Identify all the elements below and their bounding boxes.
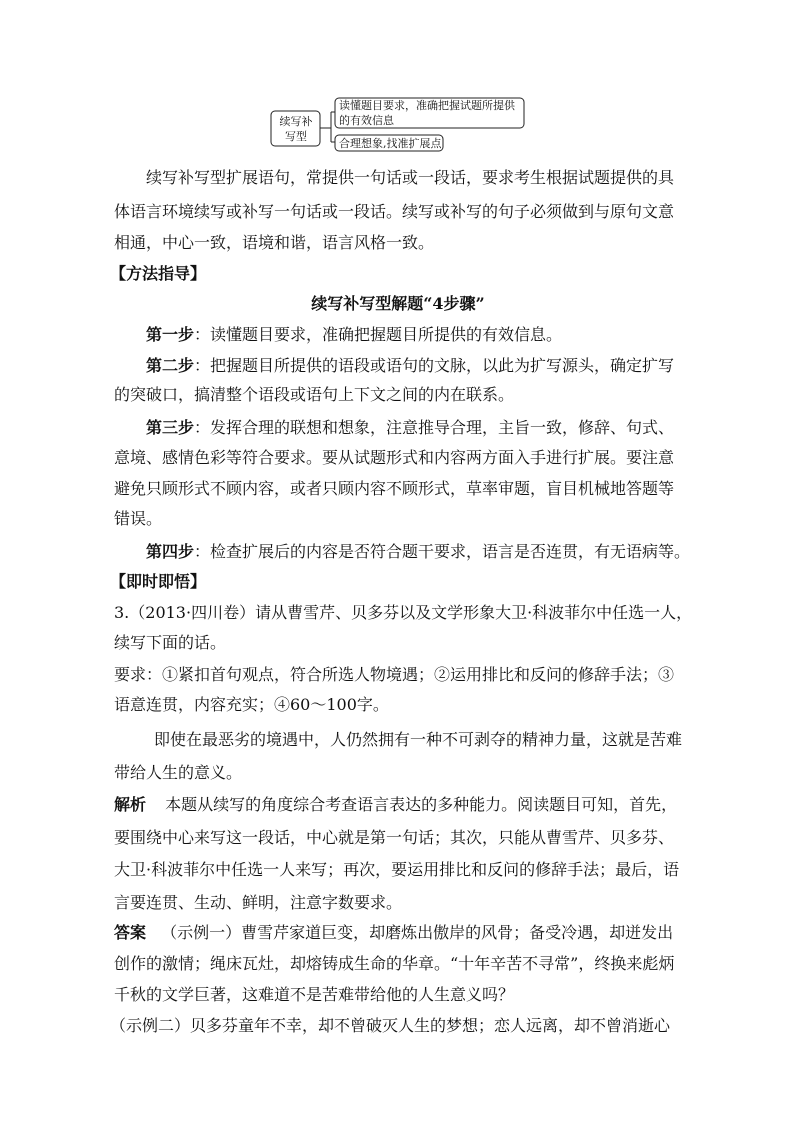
step2-label: 第二步: [146, 356, 195, 375]
question-quote2: 带给人生的意义。: [114, 763, 243, 782]
answer-label: 答案: [114, 923, 147, 942]
step2: [146, 353, 674, 376]
diagram-root-line2: 写型: [285, 130, 307, 143]
analysis-line3: 大卫·科波菲尔中任选一人来写；再次，要运用排比和反问的修辞手法；最后，语: [114, 860, 680, 879]
analysis-line2: 要围绕中心来写这一段话，中心就是第一句话；其次，只能从曹雪芹、贝多芬、: [114, 828, 675, 847]
diagram-root-text: [276, 114, 316, 144]
step1-text: ：读懂题目要求，准确把握题目所提供的有效信息。: [194, 325, 563, 344]
step2-text: ：把握题目所提供的语段或语句的文脉，以此为扩写源头，确定扩写: [194, 356, 675, 375]
intro-line3: 相通，中心一致，语境和谐，语言风格一致。: [114, 233, 435, 252]
diagram-branch1-line1: 读懂题目要求，准确把握试题所提供: [339, 99, 515, 112]
diagram-branch2-text: 合理想象,找准扩展点: [339, 137, 442, 150]
question-req2: 语意连贯，内容充实；④60～100字。: [114, 695, 389, 714]
answer-line3: 千秋的文学巨著，这难道不是苦难带给他的人生意义吗？: [114, 985, 515, 1004]
step4-text: ：检查扩展后的内容是否符合题干要求，语言是否连贯，有无语病等。: [194, 542, 691, 561]
question-req1: 要求：①紧扣首句观点，符合所选人物境遇；②运用排比和反问的修辞手法；③: [114, 665, 675, 684]
question-line1: 3.（2013·四川卷）请从曹雪芹、贝多芬以及文学形象大卫·科波菲尔中任选一人，: [114, 603, 693, 622]
answer-line4: （示例二）贝多芬童年不幸，却不曾破灭人生的梦想；恋人远离，却不曾消逝心: [110, 1016, 671, 1035]
step3-label: 第三步: [146, 418, 195, 437]
diagram-branch1-line2: 的有效信息: [339, 114, 394, 127]
step1-label: 第一步: [146, 325, 195, 344]
intro-line2: 体语言环境续写或补写一句话或一段话。续写或补写的句子必须做到与原句文意: [114, 202, 675, 221]
method-title: 续写补写型解题“4步骤”: [311, 294, 485, 313]
analysis-label: 解析: [114, 795, 147, 814]
answer-line1: [114, 920, 673, 943]
step3-line3: 避免只顾形式不顾内容，或者只顾内容不顾形式，草率审题，盲目机械地答题等: [114, 479, 675, 498]
question-line2: 续写下面的话。: [114, 633, 227, 652]
diagram-root-line1: 续写补: [279, 115, 313, 128]
step2-line2: 的突破口，搞清整个语段或语句上下文之间的内在联系。: [114, 385, 515, 404]
analysis-text1: 本题从续写的角度综合考查语言表达的多种能力。阅读题目可知，首先，: [165, 795, 678, 814]
analysis-line4: 言要连贯、生动、鲜明，注意字数要求。: [114, 893, 403, 912]
step1: [146, 322, 562, 345]
step3-line2: 意境、感情色彩等符合要求。要从试题形式和内容两方面入手进行扩展。要注意: [114, 448, 675, 467]
step3-line4: 错误。: [114, 509, 163, 528]
step3: [146, 415, 674, 438]
step4-label: 第四步: [146, 542, 195, 561]
answer-text1: （示例一）曹雪芹家道巨变，却磨炼出傲岸的风骨；备受冷遇，却迸发出: [161, 923, 674, 942]
step3-text: ：发挥合理的联想和想象，注意推导合理，主旨一致，修辞、句式、: [194, 418, 675, 437]
analysis-line1: [114, 792, 677, 815]
step4: [146, 539, 690, 562]
section-heading-method: 【方法指导】: [110, 264, 207, 283]
question-quote1: 即使在最恶劣的境遇中，人仍然拥有一种不可剥夺的精神力量，这就是苦难: [154, 730, 683, 749]
diagram-branch1-text: [339, 98, 515, 128]
intro-line1: 续写补写型扩展语句，常提供一句话或一段话，要求考生根据试题提供的具: [146, 168, 675, 187]
section-heading-practice: 【即时即悟】: [110, 572, 207, 591]
answer-line2: 创作的激情；绳床瓦灶，却熔铸成生命的华章。“十年辛苦不寻常”，终换来彪炳: [114, 954, 675, 973]
